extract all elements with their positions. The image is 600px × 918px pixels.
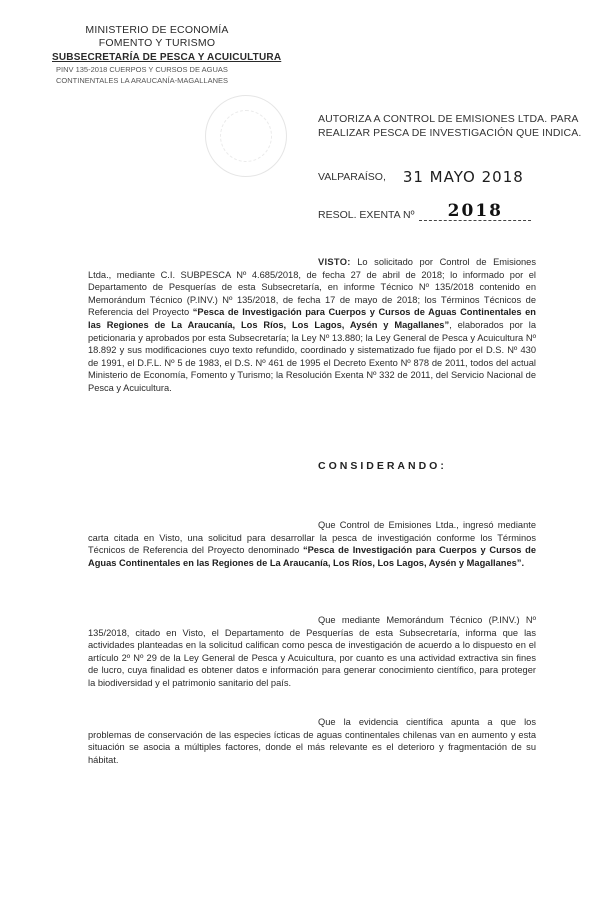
resolution-title-line2: REALIZAR PESCA DE INVESTIGACIÓN QUE INDICA. xyxy=(318,127,582,139)
faded-stamp xyxy=(205,95,287,177)
considerando-heading: CONSIDERANDO: xyxy=(318,460,447,472)
resolution-label: RESOL. EXENTA Nº xyxy=(318,209,415,221)
date-city: VALPARAÍSO, xyxy=(318,171,386,183)
visto-project-title: “Pesca de Investigación para Cuerpos y Cursos de Aguas Continentales en las Regiones de La Araucanía, Los Ríos, Los Lagos, Aysén y Magallanes” xyxy=(88,307,536,330)
resolution-title-line1: AUTORIZA A CONTROL DE EMISIONES LTDA. PARA xyxy=(318,113,579,125)
considerando-paragraph-3 xyxy=(88,716,536,766)
letterhead xyxy=(52,24,282,86)
subsecretaria-name: SUBSECRETARÍA DE PESCA Y ACUICULTURA xyxy=(52,52,282,63)
considerando-1-project-title: “Pesca de Investigación para Cuerpos y Cursos de Aguas Continentales en las Regiones de La Araucanía, Los Ríos, Los Lagos, Aysén y Magallanes”. xyxy=(88,545,536,568)
considerando-paragraph-2 xyxy=(88,614,536,690)
reference-line1: PINV 135-2018 CUERPOS Y CURSOS DE AGUAS xyxy=(56,65,228,74)
date-stamp: 31 MAYO 2018 xyxy=(402,168,524,186)
visto-text-part2: , elaborados por la peticionaria y aprobados por esta Subsecretaría; la Ley Nº 13.880; la Ley General de Pesca y Acuicultura Nº 18.892 y sus modificaciones cuyo texto refundido, coordinado y sistematizado fue fijado por el D.S. Nº 430 de 1991, el D.F.L. Nº 5 de 1983, el D.S. Nº 461 de 1995 el Decreto Exento Nº 878 de 2011, todos del actual Ministerio de Economía, Fomento y Turismo; la Resolución Exenta Nº 332 de 2011, del Servicio Nacional de Pesca y Acuicultura. xyxy=(88,319,536,393)
considerando-3-text: Que la evidencia científica apunta a que los problemas de conservación de las especies ícticas de aguas continentales chilenas van en aumento y esta situación se asocia a múltiples factores, donde el más relevante es el deterioro y fragmentación de su hábitat. xyxy=(88,717,536,765)
visto-paragraph xyxy=(88,256,536,395)
resolution-title xyxy=(318,112,582,140)
visto-text-part1: Lo solicitado por Control de Emisiones Ltda., mediante C.I. SUBPESCA Nº 4.685/2018, de fecha 27 de abril de 2018; lo informado por el Departamento de Pesquerías de esta Subsecretaría, en informe Técnico Nº 135/2018 contenido en Memorándum Técnico (P.INV.) Nº 135/2018, de fecha 17 de mayo de 2018; los Términos Técnicos de Referencia del Proyecto xyxy=(88,257,536,318)
date-line xyxy=(318,168,524,186)
resolution-number-line xyxy=(318,202,531,221)
reference-line2: CONTINENTALES LA ARAUCANÍA-MAGALLANES xyxy=(56,76,228,85)
resolution-number: 2018 xyxy=(419,202,531,221)
visto-lead: VISTO: xyxy=(318,257,351,267)
considerando-2-text: Que mediante Memorándum Técnico (P.INV.) Nº 135/2018, citado en Visto, el Departamento de Pesquerías de esta Subsecretaría, informa que las actividades planteadas en la solicitud califican como pesca de investigación de acuerdo a lo dispuesto en el artículo 2º Nº 29 de la Ley General de Pesca y Acuicultura, por cuanto es una actividad extractiva sin fines de lucro, cuya finalidad es obtener datos e información para generar conocimiento científico, para proteger la biodiversidad y el patrimonio sanitario del país. xyxy=(88,615,536,688)
considerando-1-text: Que Control de Emisiones Ltda., ingresó mediante carta citada en Visto, una solicitud para desarrollar la pesca de investigación conforme los Términos Técnicos de Referencia del Proyecto denominado xyxy=(88,520,536,556)
faded-stamp-inner xyxy=(220,110,272,162)
ministry-name-line1: MINISTERIO DE ECONOMÍA xyxy=(85,24,229,36)
considerando-paragraph-1 xyxy=(88,519,536,569)
ministry-name-line2: FOMENTO Y TURISMO xyxy=(98,37,216,49)
